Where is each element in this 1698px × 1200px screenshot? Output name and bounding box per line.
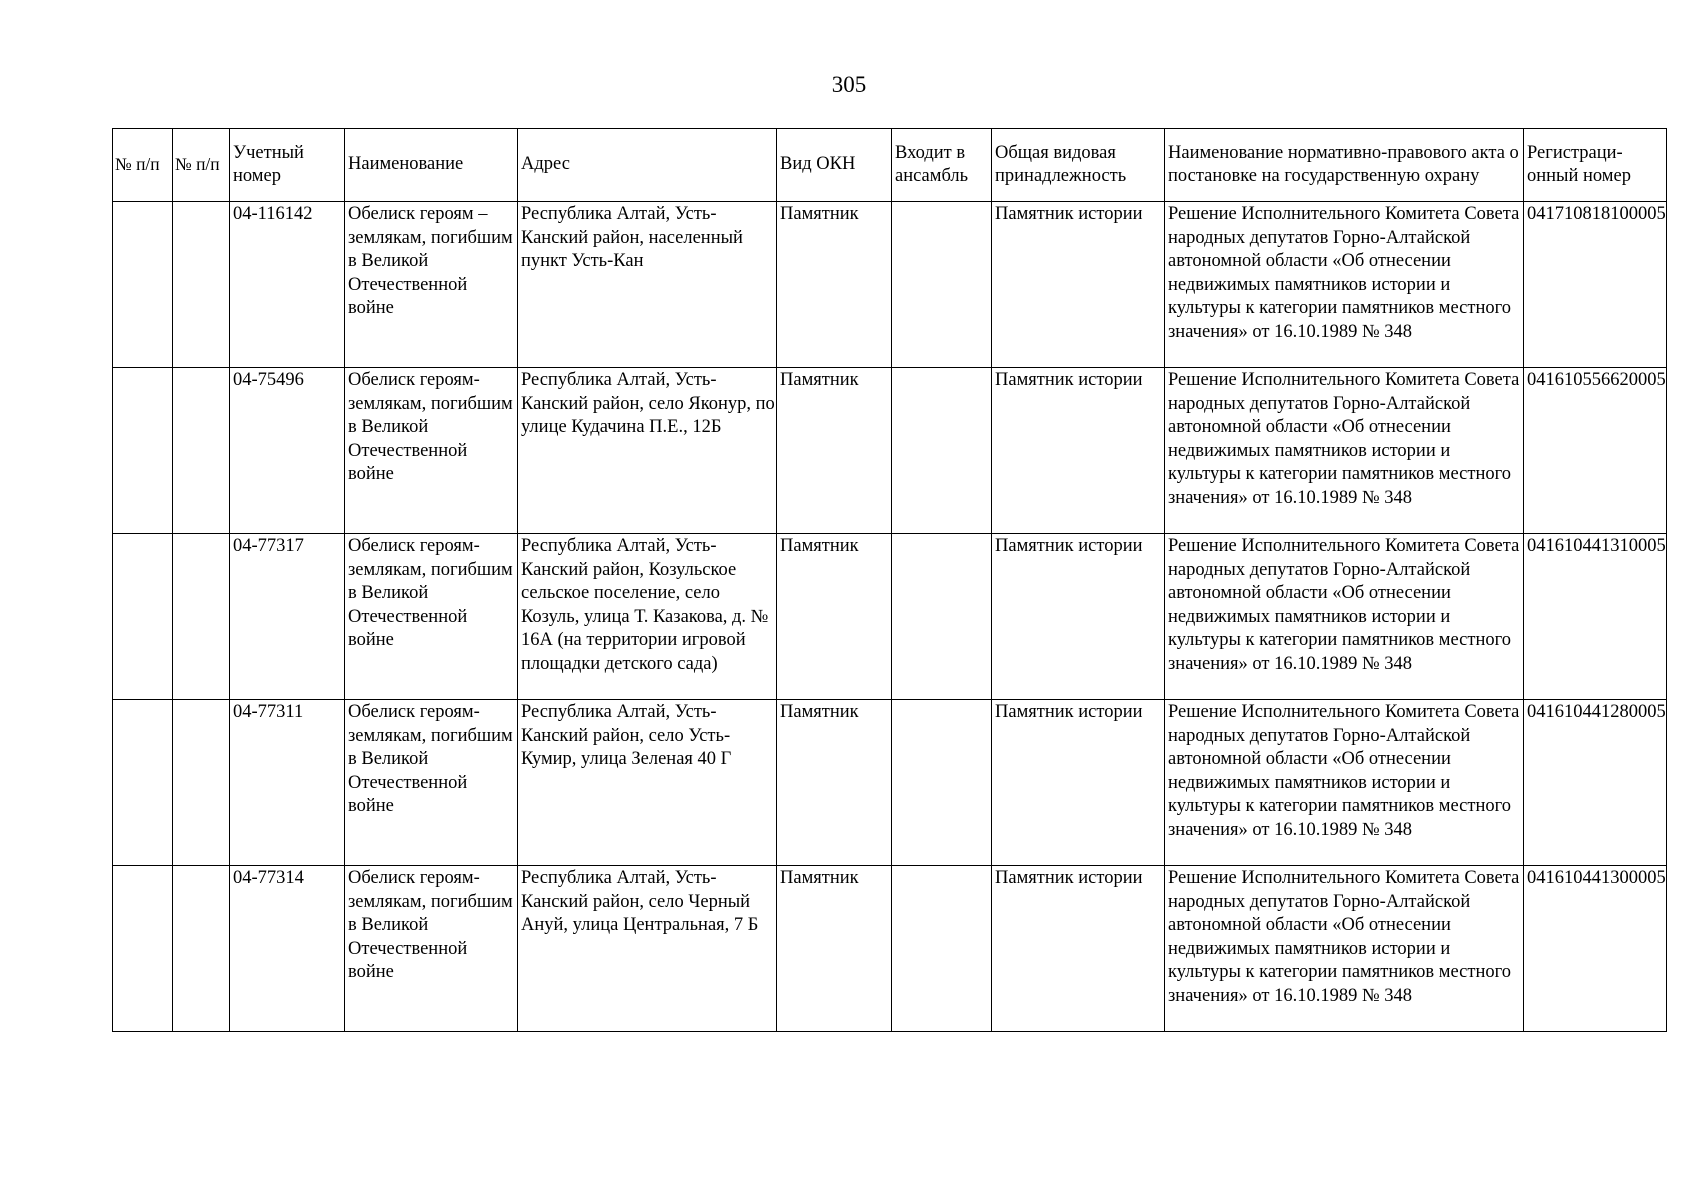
- cell-ensemble: [892, 866, 992, 1032]
- cell-ensemble: [892, 202, 992, 368]
- cell-legal-act: Решение Исполнительного Комитета Совета народных депутатов Горно-Алтайской автономной области «Об отнесении недвижимых памятников истории и культуры к категории памятников местного значения» от 16.10.1989 № 348: [1165, 534, 1524, 700]
- cell-number-1: [113, 866, 173, 1032]
- header-okn-type: Вид ОКН: [777, 129, 892, 202]
- cell-address: Республика Алтай, Усть-Канский район, село Яконур, по улице Кудачина П.Е., 12Б: [518, 368, 777, 534]
- cell-name: Обелиск героям – землякам, погибшим в Великой Отечественной войне: [345, 202, 518, 368]
- cell-number-2: [173, 202, 230, 368]
- cell-number-2: [173, 534, 230, 700]
- page-number: 305: [831, 72, 867, 97]
- cell-category: Памятник истории: [992, 866, 1165, 1032]
- cell-number-1: [113, 368, 173, 534]
- cell-okn-type: Памятник: [777, 866, 892, 1032]
- cell-okn-type: Памятник: [777, 534, 892, 700]
- cell-name: Обелиск героям-землякам, погибшим в Великой Отечественной войне: [345, 866, 518, 1032]
- cell-number-2: [173, 866, 230, 1032]
- cell-address: Республика Алтай, Усть-Канский район, село Усть-Кумир, улица Зеленая 40 Г: [518, 700, 777, 866]
- cell-okn-type: Памятник: [777, 700, 892, 866]
- table-row: [113, 368, 1667, 534]
- header-number-2: № п/п: [173, 129, 230, 202]
- cell-registration-number: 041710818100005: [1524, 202, 1667, 368]
- cell-category: Памятник истории: [992, 534, 1165, 700]
- cell-number-1: [113, 534, 173, 700]
- table-row: [113, 866, 1667, 1032]
- cell-account-number: 04-77311: [230, 700, 345, 866]
- cell-account-number: 04-77314: [230, 866, 345, 1032]
- cell-address: Республика Алтай, Усть-Канский район, населенный пункт Усть-Кан: [518, 202, 777, 368]
- cell-name: Обелиск героям-землякам, погибшим в Великой Отечественной войне: [345, 700, 518, 866]
- cell-account-number: 04-77317: [230, 534, 345, 700]
- cell-ensemble: [892, 534, 992, 700]
- cell-number-1: [113, 700, 173, 866]
- cell-address: Республика Алтай, Усть-Канский район, Козульское сельское поселение, село Козуль, улица Т. Казакова, д. № 16А (на территории игровой площадки детского сада): [518, 534, 777, 700]
- cell-registration-number: 041610441300005: [1524, 866, 1667, 1032]
- header-ensemble: Входит в ансамбль: [892, 129, 992, 202]
- cell-name: Обелиск героям-землякам, погибшим в Великой Отечественной войне: [345, 368, 518, 534]
- cell-registration-number: 041610441310005: [1524, 534, 1667, 700]
- cell-address: Республика Алтай, Усть-Канский район, село Черный Ануй, улица Центральная, 7 Б: [518, 866, 777, 1032]
- cell-ensemble: [892, 700, 992, 866]
- table-row: [113, 534, 1667, 700]
- heritage-registry-table: [112, 128, 1667, 1032]
- table-header-row: [113, 129, 1667, 202]
- cell-category: Памятник истории: [992, 700, 1165, 866]
- cell-account-number: 04-75496: [230, 368, 345, 534]
- header-category: Общая видовая принадлежность: [992, 129, 1165, 202]
- cell-category: Памятник истории: [992, 202, 1165, 368]
- cell-registration-number: 041610556620005: [1524, 368, 1667, 534]
- cell-name: Обелиск героям-землякам, погибшим в Великой Отечественной войне: [345, 534, 518, 700]
- cell-ensemble: [892, 368, 992, 534]
- cell-okn-type: Памятник: [777, 202, 892, 368]
- header-address: Адрес: [518, 129, 777, 202]
- header-account-number: Учетный номер: [230, 129, 345, 202]
- cell-number-2: [173, 700, 230, 866]
- cell-legal-act: Решение Исполнительного Комитета Совета народных депутатов Горно-Алтайской автономной области «Об отнесении недвижимых памятников истории и культуры к категории памятников местного значения» от 16.10.1989 № 348: [1165, 866, 1524, 1032]
- table-row: [113, 700, 1667, 866]
- table-row: [113, 202, 1667, 368]
- header-registration-number: Регистраци-онный номер: [1524, 129, 1667, 202]
- cell-account-number: 04-116142: [230, 202, 345, 368]
- header-legal-act: Наименование нормативно-правового акта о постановке на государственную охрану: [1165, 129, 1524, 202]
- cell-number-1: [113, 202, 173, 368]
- cell-registration-number: 041610441280005: [1524, 700, 1667, 866]
- cell-legal-act: Решение Исполнительного Комитета Совета народных депутатов Горно-Алтайской автономной области «Об отнесении недвижимых памятников истории и культуры к категории памятников местного значения» от 16.10.1989 № 348: [1165, 368, 1524, 534]
- cell-okn-type: Памятник: [777, 368, 892, 534]
- cell-category: Памятник истории: [992, 368, 1165, 534]
- cell-number-2: [173, 368, 230, 534]
- header-number-1: № п/п: [113, 129, 173, 202]
- cell-legal-act: Решение Исполнительного Комитета Совета народных депутатов Горно-Алтайской автономной области «Об отнесении недвижимых памятников истории и культуры к категории памятников местного значения» от 16.10.1989 № 348: [1165, 700, 1524, 866]
- cell-legal-act: Решение Исполнительного Комитета Совета народных депутатов Горно-Алтайской автономной области «Об отнесении недвижимых памятников истории и культуры к категории памятников местного значения» от 16.10.1989 № 348: [1165, 202, 1524, 368]
- header-name: Наименование: [345, 129, 518, 202]
